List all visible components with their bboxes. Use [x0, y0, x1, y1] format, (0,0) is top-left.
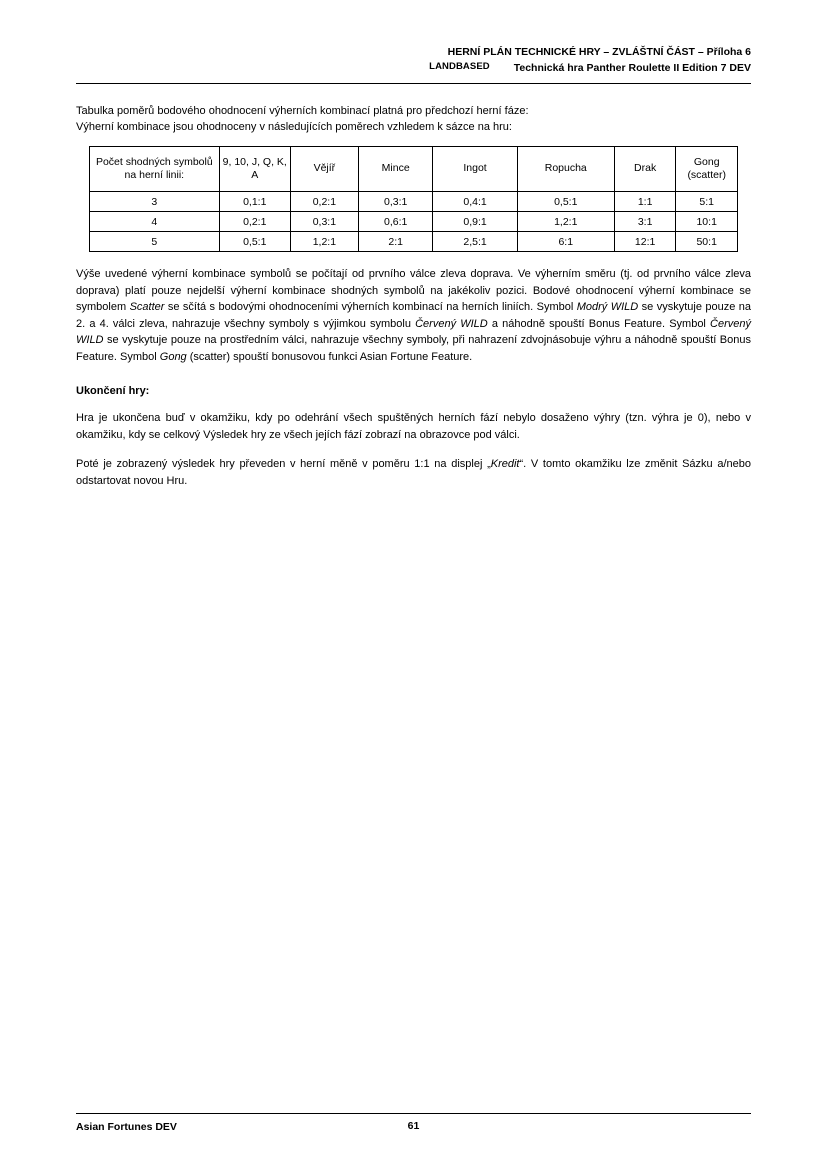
paytable-cell: 0,5:1	[517, 192, 614, 212]
paytable-header-cell: Ropucha	[517, 147, 614, 192]
paytable-cell: 10:1	[676, 212, 738, 232]
paytable-cell: 5:1	[676, 192, 738, 212]
paytable-cell: 1,2:1	[290, 232, 358, 252]
paytable-cell: 6:1	[517, 232, 614, 252]
footer-game-name: Asian Fortunes DEV	[76, 1121, 177, 1133]
emphasis-red-wild: Červený WILD	[415, 317, 488, 330]
paytable-cell: 1,2:1	[517, 212, 614, 232]
footer-page-number: 61	[407, 1120, 420, 1132]
table-row	[90, 232, 738, 252]
paytable-cell: 3:1	[614, 212, 676, 232]
paytable-cell: 0,5:1	[219, 232, 290, 252]
emphasis-blue-wild: Modrý WILD	[576, 301, 639, 314]
paytable	[89, 146, 738, 252]
paytable-container	[76, 146, 751, 252]
paytable-cell: 0,1:1	[219, 192, 290, 212]
paytable-cell: 4	[90, 212, 220, 232]
paytable-header-cell: Drak	[614, 147, 676, 192]
emphasis-gong: Gong	[159, 350, 187, 363]
paytable-cell: 50:1	[676, 232, 738, 252]
text-fragment: se vyskytuje pouze na 2. a 4. válci zleva, nahrazuje všechny symboly s výjimkou symbolu	[76, 301, 751, 330]
page-header	[76, 44, 751, 77]
paytable-cell: 5	[90, 232, 220, 252]
footer-divider	[76, 1113, 751, 1114]
text-fragment: Poté je zobrazený výsledek hry převeden v herní měně v poměru 1:1 na displej „	[76, 458, 491, 471]
paytable-cell: 3	[90, 192, 220, 212]
paytable-header-cell: Počet shodných symbolů na herní linii:	[90, 147, 220, 192]
paytable-header-cell: Gong (scatter)	[676, 147, 738, 192]
emphasis-kredit: Kredit	[490, 458, 520, 471]
text-fragment: (scatter) spouští bonusovou funkci Asian Fortune Feature.	[186, 350, 473, 363]
table-row	[90, 212, 738, 232]
paytable-header-cell: Ingot	[433, 147, 517, 192]
paragraph-symbol-rules	[76, 266, 751, 365]
intro-text	[76, 103, 751, 136]
paytable-header-cell: Mince	[358, 147, 433, 192]
text-fragment: “. V tomto okamžiku lze změnit Sázku a/nebo odstartovat novou Hru.	[76, 458, 751, 487]
paytable-cell: 0,2:1	[219, 212, 290, 232]
paytable-cell: 2,5:1	[433, 232, 517, 252]
text-fragment: Výše uvedené výherní kombinace symbolů se počítají od prvního válce zleva doprava. Ve výherním směru (tj. od prvního válce zleva doprava) platí pouze nejdelší výherní kombinace shodných symbolů na jakékoliv pozici. Bodové ohodnocení výherní kombinace se symbolem	[76, 268, 751, 314]
intro-line-1: Tabulka poměrů bodového ohodnocení výherních kombinací platná pro předchozí herní fáze:	[76, 104, 529, 117]
paytable-cell: 0,4:1	[433, 192, 517, 212]
paytable-header-cell: 9, 10, J, Q, K, A	[219, 147, 290, 192]
emphasis-red-wild-2: Červený WILD	[76, 317, 751, 347]
paytable-cell: 1:1	[614, 192, 676, 212]
paytable-cell: 0,2:1	[290, 192, 358, 212]
page-footer	[76, 1113, 751, 1133]
text-fragment: se vyskytuje pouze na prostředním válci, nahrazuje všechny symboly, při nahrazení zdvojnásobuje výhru a náhodně spouští Bonus Feature. Symbol	[76, 334, 751, 363]
paytable-cell: 0,9:1	[433, 212, 517, 232]
paytable-header-cell: Vějíř	[290, 147, 358, 192]
paytable-cell: 0,3:1	[358, 192, 433, 212]
text-fragment: se sčítá s bodovými ohodnoceními výherních kombinací na herních liniích. Symbol	[164, 301, 577, 314]
header-game-title: Technická hra Panther Roulette II Edition 7 DEV	[513, 62, 751, 75]
paytable-cell: 12:1	[614, 232, 676, 252]
emphasis-scatter: Scatter	[129, 301, 165, 314]
header-subtitle-row	[76, 60, 751, 76]
paragraph-credit-transfer	[76, 456, 751, 489]
paragraph-end-of-game: Hra je ukončena buď v okamžiku, kdy po odehrání všech spuštěných herních fází nebylo dosaženo výhry (tzn. výhra je 0), nebo v okamžiku, kdy se celkový Výsledek hry ze všech jejích fází zobrazí na obrazovce pod válci.	[76, 412, 751, 441]
header-divider	[76, 83, 751, 84]
paytable-cell: 0,3:1	[290, 212, 358, 232]
intro-line-2: Výherní kombinace jsou ohodnoceny v následujících poměrech vzhledem k sázce na hru:	[76, 120, 512, 133]
header-title: HERNÍ PLÁN TECHNICKÉ HRY – ZVLÁŠTNÍ ČÁST – Příloha 6	[447, 46, 751, 58]
table-row	[90, 192, 738, 212]
page-content	[76, 44, 751, 500]
footer-row	[76, 1121, 751, 1133]
paytable-header-row	[90, 147, 738, 192]
section-title-end-of-game: Ukončení hry:	[76, 385, 150, 398]
text-fragment: a náhodně spouští Bonus Feature. Symbol	[487, 317, 711, 330]
paytable-cell: 2:1	[358, 232, 433, 252]
header-landbased: LANDBASED	[429, 61, 490, 73]
paytable-cell: 0,6:1	[358, 212, 433, 232]
